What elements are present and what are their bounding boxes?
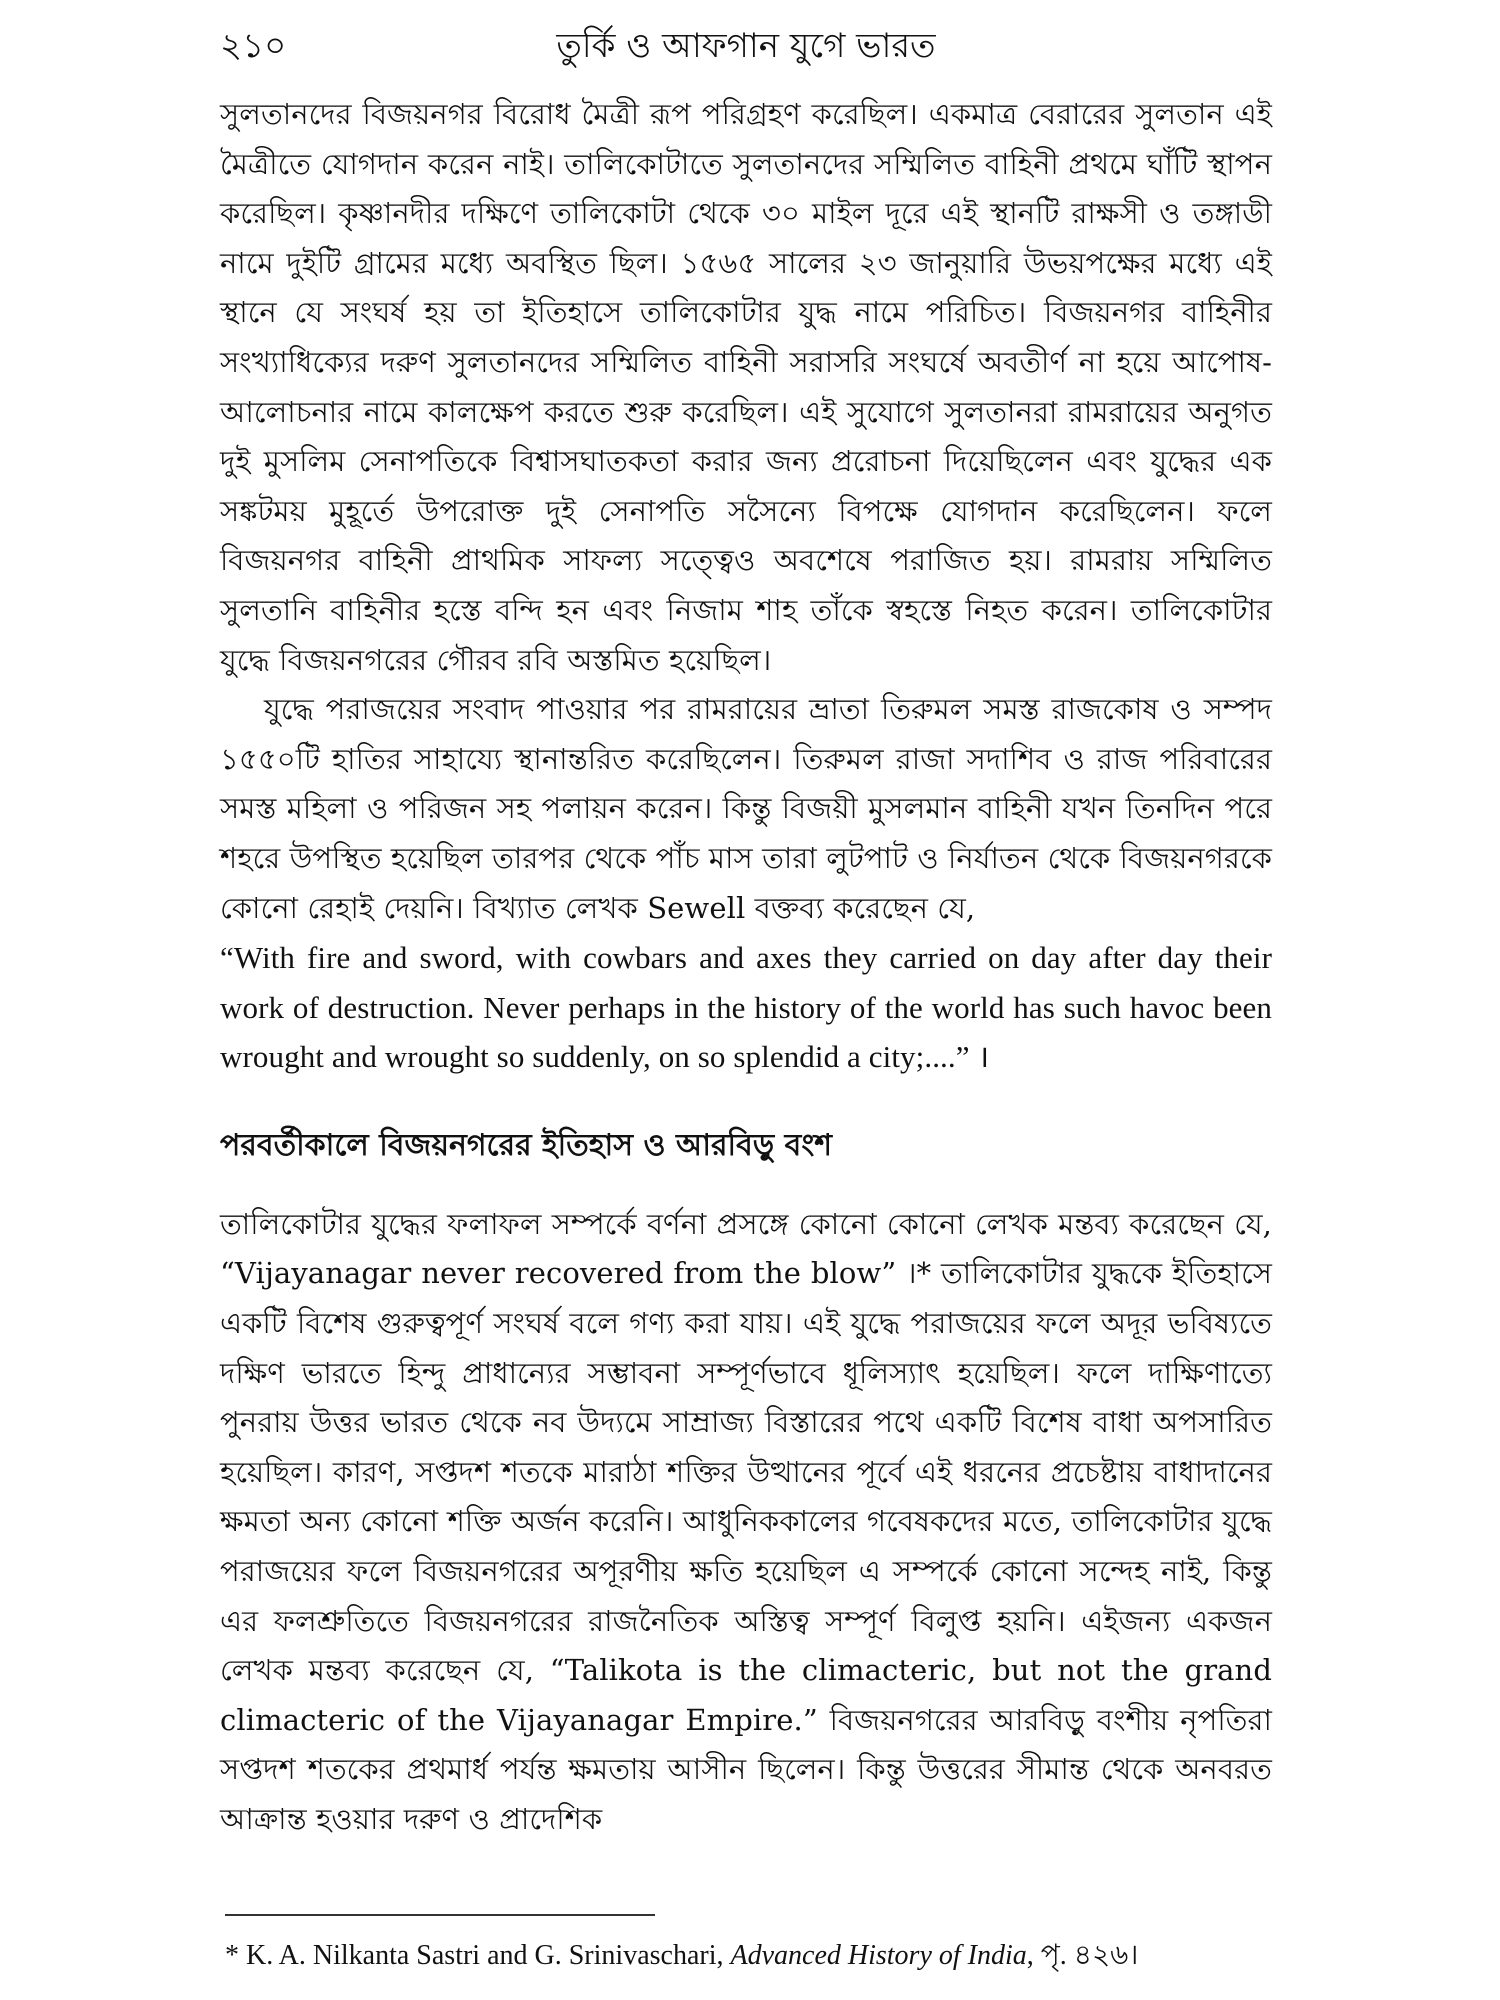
- footnote-book-title: Advanced History of India: [730, 1940, 1027, 1971]
- body-text: [220, 90, 1272, 1845]
- footnote-authors: * K. A. Nilkanta Sastri and G. Srinivaschari,: [225, 1940, 724, 1971]
- sewell-quote: “With fire and sword, with cowbars and axes they carried on day after day their work of destruction. Never perhaps in the history of the world has such havoc been wrought and wrought so suddenly, on so splendid a city;....” ।: [220, 940, 1272, 1075]
- footnote-rule: [225, 1914, 655, 1916]
- paragraph-2: যুদ্ধে পরাজয়ের সংবাদ পাওয়ার পর রামরায়ের ভ্রাতা তিরুমল সমস্ত রাজকোষ ও সম্পদ ১৫৫০টি হাতির সাহায্যে স্থানান্তরিত করেছিলেন। তিরুমল রাজা সদাশিব ও রাজ পরিবারের সমস্ত মহিলা ও পরিজন সহ পলায়ন করেন। কিন্তু বিজয়ী মুসলমান বাহিনী যখন তিনদিন পরে শহরে উপস্থিত হয়েছিল তারপর থেকে পাঁচ মাস তারা লুটপাট ও নির্যাতন থেকে বিজয়নগরকে কোনো রেহাই দেয়নি। বিখ্যাত লেখক Sewell বক্তব্য করেছেন যে,: [220, 692, 1272, 925]
- paragraph-1: সুলতানদের বিজয়নগর বিরোধ মৈত্রী রূপ পরিগ্রহণ করেছিল। একমাত্র বেরারের সুলতান এই মৈত্রীতে যোগদান করেন নাই। তালিকোটাতে সুলতানদের সম্মিলিত বাহিনী প্রথমে ঘাঁটি স্থাপন করেছিল। কৃষ্ণানদীর দক্ষিণে তালিকোটা থেকে ৩০ মাইল দূরে এই স্থানটি রাক্ষসী ও তঙ্গাডী নামে দুইটি গ্রামের মধ্যে অবস্থিত ছিল। ১৫৬৫ সালের ২৩ জানুয়ারি উভয়পক্ষের মধ্যে এই স্থানে যে সংঘর্ষ হয় তা ইতিহাসে তালিকোটার যুদ্ধ নামে পরিচিত। বিজয়নগর বাহিনীর সংখ্যাধিক্যের দরুণ সুলতানদের সম্মিলিত বাহিনী সরাসরি সংঘর্ষে অবতীর্ণ না হয়ে আপোষ-আলোচনার নামে কালক্ষেপ করতে শুরু করেছিল। এই সুযোগে সুলতানরা রামরায়ের অনুগত দুই মুসলিম সেনাপতিকে বিশ্বাসঘাতকতা করার জন্য প্ররোচনা দিয়েছিলেন এবং যুদ্ধের এক সঙ্কটময় মুহূর্তে উপরোক্ত দুই সেনাপতি সসৈন্যে বিপক্ষে যোগদান করেছিলেন। ফলে বিজয়নগর বাহিনী প্রাথমিক সাফল্য সত্ত্বেও অবশেষে পরাজিত হয়। রামরায় সম্মিলিত সুলতানি বাহিনীর হস্তে বন্দি হন এবং নিজাম শাহ তাঁকে স্বহস্তে নিহত করেন। তালিকোটার যুদ্ধে বিজয়নগরের গৌরব রবি অস্তমিত হয়েছিল।: [220, 97, 1272, 677]
- paragraph-3: তালিকোটার যুদ্ধের ফলাফল সম্পর্কে বর্ণনা প্রসঙ্গে কোনো কোনো লেখক মন্তব্য করেছেন যে, “Vijayanagar never recovered from the blow” ।* তালিকোটার যুদ্ধকে ইতিহাসে একটি বিশেষ গুরুত্বপূর্ণ সংঘর্ষ বলে গণ্য করা যায়। এই যুদ্ধে পরাজয়ের ফলে অদূর ভবিষ্যতে দক্ষিণ ভারতে হিন্দু প্রাধান্যের সম্ভাবনা সম্পূর্ণভাবে ধূলিস্যাৎ হয়েছিল। ফলে দাক্ষিণাত্যে পুনরায় উত্তর ভারত থেকে নব উদ্যমে সাম্রাজ্য বিস্তারের পথে একটি বিশেষ বাধা অপসারিত হয়েছিল। কারণ, সপ্তদশ শতকে মারাঠা শক্তির উত্থানের পূর্বে এই ধরনের প্রচেষ্টায় বাধাদানের ক্ষমতা অন্য কোনো শক্তি অর্জন করেনি। আধুনিককালের গবেষকদের মতে, তালিকোটার যুদ্ধে পরাজয়ের ফলে বিজয়নগরের অপূরণীয় ক্ষতি হয়েছিল এ সম্পর্কে কোনো সন্দেহ নাই, কিন্তু এর ফলশ্রুতিতে বিজয়নগরের রাজনৈতিক অস্তিত্ব সম্পূর্ণ বিলুপ্ত হয়নি। এইজন্য একজন লেখক মন্তব্য করেছেন যে, “Talikota is the climacteric, but not the grand climacteric of the Vijayanagar Empire.” বিজয়নগরের আরবিড়ু বংশীয় নৃপতিরা সপ্তদশ শতকের প্রথমার্ধ পর্যন্ত ক্ষমতায় আসীন ছিলেন। কিন্তু উত্তরের সীমান্ত থেকে অনবরত আক্রান্ত হওয়ার দরুণ ও প্রাদেশিক: [220, 1206, 1272, 1836]
- footnote-page: , পৃ. ৪২৬।: [1026, 1940, 1139, 1971]
- section-heading: পরবর্তীকালে বিজয়নগরের ইতিহাস ও আরবিড়ু বংশ: [220, 1127, 833, 1163]
- page-header: [220, 14, 1272, 70]
- page-number: ২১০: [220, 26, 287, 66]
- running-title: তুর্কি ও আফগান যুগে ভারত: [556, 26, 936, 66]
- footnote: [225, 1936, 1272, 1976]
